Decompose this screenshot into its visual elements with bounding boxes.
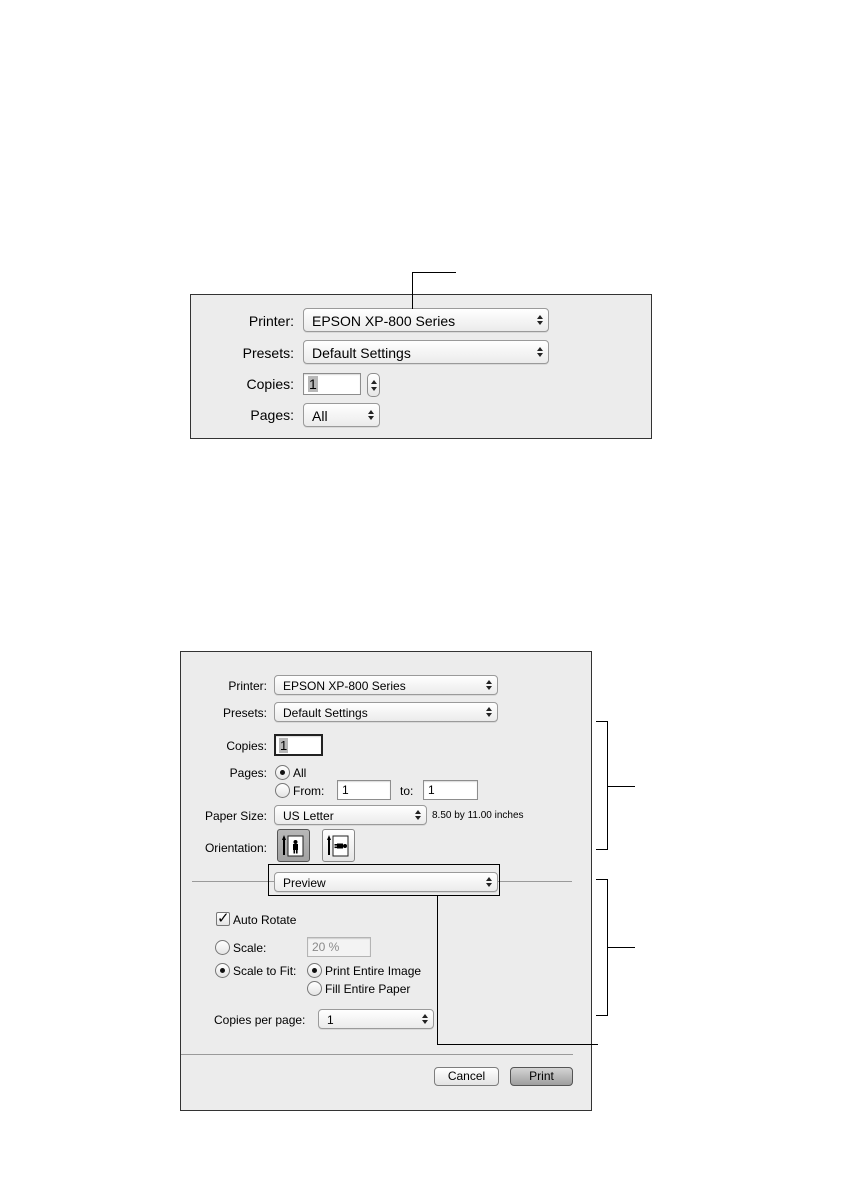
popup-arrows-icon (486, 707, 492, 717)
print-entire-image-radio[interactable] (307, 963, 322, 978)
copies-stepper[interactable] (367, 373, 380, 397)
pages-label: Pages: (229, 766, 267, 780)
printer-label: Printer: (248, 313, 294, 329)
bracket-top-section-tick (607, 786, 635, 787)
print-dialog-collapsed (190, 294, 652, 439)
presets-popup-value: Default Settings (283, 706, 368, 720)
copies-field-value: 1 (309, 376, 317, 392)
printer-popup[interactable] (303, 308, 549, 332)
popup-arrows-icon (537, 347, 543, 357)
copies-per-page-label: Copies per page: (214, 1013, 306, 1027)
pages-all-radio[interactable] (275, 765, 290, 780)
pages-from-value: 1 (342, 783, 349, 797)
pages-all-label: All (293, 766, 307, 780)
portrait-orientation-icon (278, 830, 309, 861)
presets-label: Presets: (242, 345, 294, 361)
popup-arrows-icon (422, 1014, 428, 1024)
pages-to-label: to: (400, 784, 414, 798)
popup-arrows-icon (486, 680, 492, 690)
popup-arrows-icon (368, 410, 374, 420)
print-button[interactable]: Print (510, 1067, 573, 1086)
printer-popup-value: EPSON XP-800 Series (283, 679, 406, 693)
copies-field-value: 1 (280, 738, 288, 753)
auto-rotate-checkbox[interactable] (216, 912, 230, 926)
app-settings-popup-value: Preview (283, 876, 326, 890)
popup-arrows-icon (415, 810, 421, 820)
pages-label: Pages: (250, 407, 294, 423)
pages-from-field[interactable] (337, 780, 391, 800)
pages-to-field[interactable] (423, 780, 478, 800)
fill-entire-paper-label: Fill Entire Paper (325, 982, 411, 996)
copies-label: Copies: (226, 739, 267, 753)
footer-separator (181, 1054, 573, 1055)
cancel-button[interactable]: Cancel (434, 1067, 499, 1086)
scale-to-fit-label: Scale to Fit: (233, 964, 297, 978)
copies-per-page-popup[interactable] (318, 1009, 434, 1029)
orientation-portrait-button[interactable] (277, 829, 310, 862)
pages-popup[interactable] (303, 403, 380, 427)
orientation-landscape-button[interactable] (322, 829, 355, 862)
presets-popup[interactable] (274, 702, 498, 722)
pages-to-value: 1 (428, 783, 435, 797)
checkmark-icon: ✓ (217, 910, 230, 927)
fill-entire-paper-radio[interactable] (307, 981, 322, 996)
presets-label: Presets: (222, 706, 267, 720)
pages-popup-value: All (312, 408, 328, 424)
landscape-orientation-icon (323, 830, 354, 861)
stepper-up-icon (371, 380, 377, 384)
printer-popup-value: EPSON XP-800 Series (312, 313, 456, 329)
paper-size-dimensions: 8.50 by 11.00 inches (432, 810, 524, 821)
printer-popup[interactable] (274, 675, 498, 695)
popup-arrows-icon (537, 315, 543, 325)
paper-size-popup[interactable] (274, 805, 427, 825)
pages-from-radio[interactable] (275, 783, 290, 798)
callout-box-app-settings (268, 864, 500, 896)
copies-per-page-value: 1 (327, 1013, 334, 1027)
scale-field[interactable] (307, 937, 371, 957)
callout-line-printer-h (412, 272, 456, 273)
presets-popup-value: Default Settings (312, 345, 411, 361)
printer-label: Printer: (228, 679, 267, 693)
stepper-down-icon (371, 387, 377, 391)
callout-line-app-settings-v (437, 896, 438, 1045)
copies-field[interactable] (303, 373, 361, 395)
print-entire-image-label: Print Entire Image (325, 964, 422, 978)
copies-label: Copies: (246, 376, 294, 392)
paper-size-popup-value: US Letter (283, 809, 334, 823)
orientation-label: Orientation: (204, 841, 267, 855)
scale-radio[interactable] (215, 940, 230, 955)
pages-from-label: From: (293, 784, 325, 798)
scale-value: 20 % (312, 940, 340, 954)
bracket-bottom-section-tick (607, 947, 635, 948)
paper-size-label: Paper Size: (204, 809, 267, 823)
callout-line-printer (412, 272, 413, 309)
scale-to-fit-radio[interactable] (215, 963, 230, 978)
callout-line-app-settings-h (437, 1044, 598, 1045)
presets-popup[interactable] (303, 340, 549, 364)
auto-rotate-label: Auto Rotate (233, 913, 297, 927)
scale-label: Scale: (233, 941, 267, 955)
copies-field[interactable] (274, 734, 323, 756)
